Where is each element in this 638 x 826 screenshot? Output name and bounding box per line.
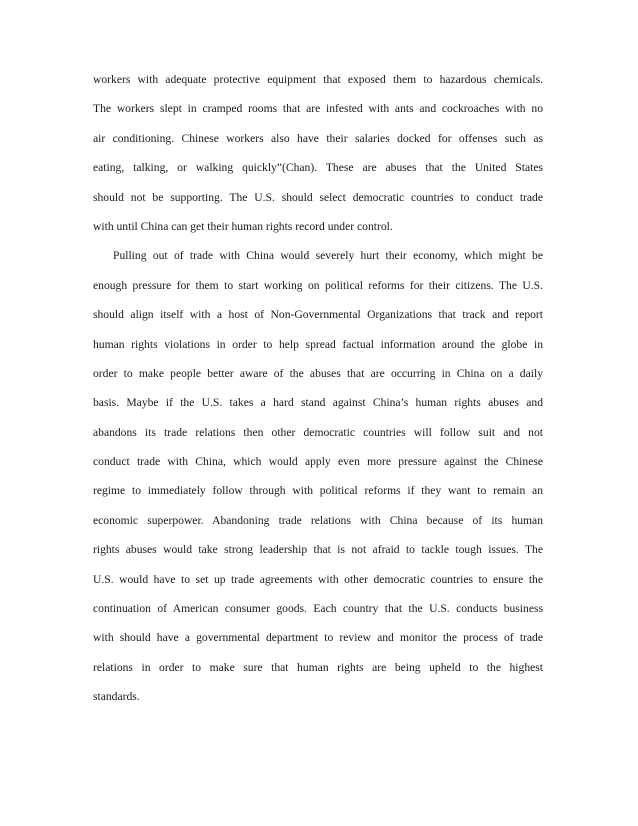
text-line: relations in order to make sure that human rights are being upheld to the highest [93,660,543,674]
body-text [93,72,543,719]
text-line: rights abuses would take strong leadership that is not afraid to tackle tough issues. The [93,543,543,557]
text-line: conduct trade with China, which would apply even more pressure against the Chinese [93,455,543,469]
text-line: standards. [93,690,140,704]
text-line: air conditioning. Chinese workers also have their salaries docked for offenses such as [93,131,543,145]
text-line: regime to immediately follow through with political reforms if they want to remain an [93,484,543,498]
text-line: enough pressure for them to start working on political reforms for their citizens. The U.S. [93,278,543,292]
text-line: basis. Maybe if the U.S. takes a hard stand against China’s human rights abuses and [93,396,543,410]
text-line: with until China can get their human rights record under control. [93,219,393,233]
text-line: order to make people better aware of the abuses that are occurring in China on a daily [93,366,543,380]
text-line: should align itself with a host of Non-Governmental Organizations that track and report [93,308,543,322]
text-line: continuation of American consumer goods. Each country that the U.S. conducts business [93,602,543,616]
text-line: economic superpower. Abandoning trade relations with China because of its human [93,513,543,527]
text-line: Pulling out of trade with China would severely hurt their economy, which might be [113,249,543,263]
text-line: U.S. would have to set up trade agreements with other democratic countries to ensure the [93,572,543,586]
text-line: The workers slept in cramped rooms that are infested with ants and cockroaches with no [93,102,543,116]
text-line: with should have a governmental department to review and monitor the process of trade [93,631,543,645]
text-line: eating, talking, or walking quickly”(Chan). These are abuses that the United States [93,161,543,175]
text-line: workers with adequate protective equipment that exposed them to hazardous chemicals. [93,73,543,86]
text-line: abandons its trade relations then other democratic countries will follow suit and not [93,425,543,439]
text-line: human rights violations in order to help spread factual information around the globe in [93,337,543,351]
text-line: should not be supporting. The U.S. should select democratic countries to conduct trade [93,190,543,204]
